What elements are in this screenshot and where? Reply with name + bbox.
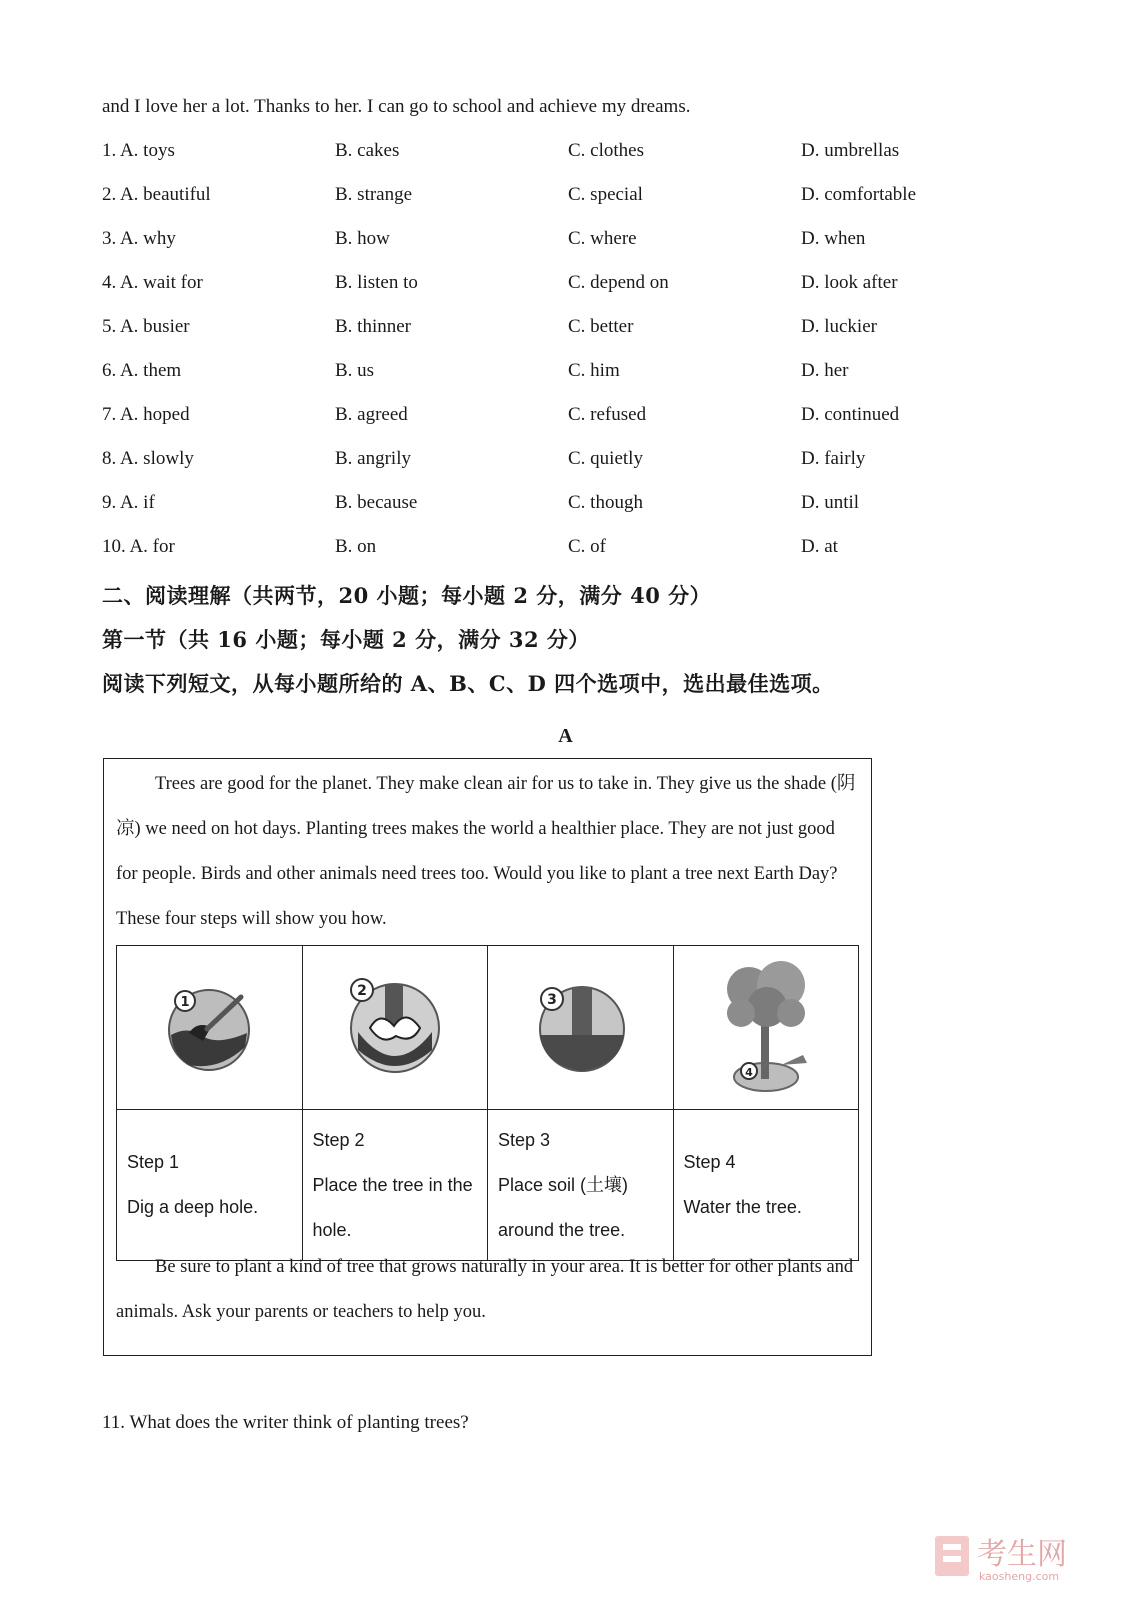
step-number: 4 [744, 1066, 753, 1079]
option-b: B. how [335, 228, 390, 249]
option-a: 2. A. beautiful [102, 184, 211, 205]
option-c: C. better [568, 316, 634, 337]
option-d: D. until [801, 492, 860, 513]
option-c: C. quietly [568, 448, 643, 469]
step-4-image [673, 946, 859, 1110]
option-a: 9. A. if [102, 492, 155, 513]
step-number: 2 [356, 983, 367, 999]
intro-line: and I love her a lot. Thanks to her. I can go to school and achieve my dreams. [102, 96, 691, 117]
step-1-cell [117, 1110, 303, 1261]
option-d: D. continued [801, 404, 900, 425]
soil-icon [530, 975, 630, 1075]
watermark-url: kaosheng.com [979, 1570, 1060, 1582]
instruction: 阅读下列短文，从每小题所给的 A、B、C、D 四个选项中，选出最佳选项。 [102, 671, 834, 696]
option-a: 4. A. wait for [102, 272, 203, 293]
option-c: C. refused [568, 404, 647, 425]
option-a: 5. A. busier [102, 316, 190, 337]
option-b: B. because [335, 492, 418, 513]
option-d: D. comfortable [801, 184, 917, 205]
options-row-9 [102, 492, 1002, 518]
option-c: C. though [568, 492, 643, 513]
option-c: C. where [568, 228, 637, 249]
option-b: B. listen to [335, 272, 418, 293]
step-title: Step 2 [312, 1129, 365, 1150]
options-row-4 [102, 272, 1002, 298]
options-row-5 [102, 316, 1002, 342]
passage-intro: Trees are good for the planet. They make clean air for us to take in. They give us the shade (阴凉) we need on hot days. Planting trees makes the world a healthier place. They are not just good for people. Birds and other animals need trees too. Would you like to plant a tree next Earth Day? These four steps will show you how. [116, 774, 856, 929]
dig-hole-icon [159, 975, 259, 1075]
step-1-image [117, 946, 303, 1110]
option-b: B. us [335, 360, 375, 381]
option-d: D. luckier [801, 316, 877, 337]
option-c: C. depend on [568, 272, 669, 293]
option-a: 7. A. hoped [102, 404, 190, 425]
option-b: B. angrily [335, 448, 411, 469]
step-text: Place soil (土壤) around the tree. [498, 1174, 629, 1240]
passage-label: A [558, 725, 573, 747]
place-tree-icon [340, 970, 450, 1080]
option-a: 6. A. them [102, 360, 182, 381]
option-d: D. umbrellas [801, 140, 900, 161]
option-b: B. agreed [335, 404, 408, 425]
option-d: D. look after [801, 272, 898, 293]
options-row-1 [102, 140, 1002, 166]
step-2-cell [302, 1110, 488, 1261]
option-b: B. cakes [335, 140, 400, 161]
step-text: Dig a deep hole. [127, 1197, 259, 1217]
option-a: 10. A. for [102, 536, 175, 557]
watermark-logo [933, 1530, 1103, 1582]
step-3-cell [488, 1110, 674, 1261]
option-a: 8. A. slowly [102, 448, 194, 469]
option-b: B. thinner [335, 316, 411, 337]
passage-box [103, 758, 872, 1356]
step-number: 3 [547, 992, 558, 1008]
options-row-7 [102, 404, 1002, 430]
option-c: C. special [568, 184, 643, 205]
option-d: D. when [801, 228, 866, 249]
subsection-heading: 第一节（共 16 小题；每小题 2 分，满分 32 分） [102, 627, 590, 652]
steps-table [116, 945, 859, 1261]
step-text: Water the tree. [683, 1197, 802, 1217]
option-c: C. of [568, 536, 606, 557]
options-row-10 [102, 536, 1002, 562]
watermark-brand: 考生网 [977, 1537, 1067, 1572]
options-row-6 [102, 360, 1002, 386]
section-heading: 二、阅读理解（共两节，20 小题；每小题 2 分，满分 40 分） [102, 583, 712, 608]
passage-outro: Be sure to plant a kind of tree that grows naturally in your area. It is better for other plants and animals. Ask your parents or teachers to help you. [116, 1257, 854, 1322]
step-3-image [488, 946, 674, 1110]
question-11: 11. What does the writer think of planting trees? [102, 1412, 469, 1433]
option-a: 3. A. why [102, 228, 176, 249]
option-b: B. on [335, 536, 377, 557]
options-row-8 [102, 448, 1002, 474]
option-c: C. clothes [568, 140, 644, 161]
option-c: C. him [568, 360, 620, 381]
option-a: 1. A. toys [102, 140, 175, 161]
step-4-cell [673, 1110, 859, 1261]
step-text: Place the tree in the hole. [312, 1174, 473, 1240]
step-title: Step 1 [127, 1152, 180, 1172]
option-b: B. strange [335, 184, 413, 205]
step-title: Step 3 [498, 1129, 551, 1150]
option-d: D. at [801, 536, 838, 557]
water-tree-icon [711, 955, 821, 1095]
option-d: D. fairly [801, 448, 866, 469]
step-number: 1 [180, 995, 190, 1010]
options-row-2 [102, 184, 1002, 210]
step-2-image [302, 946, 488, 1110]
step-title: Step 4 [683, 1152, 736, 1172]
options-row-3 [102, 228, 1002, 254]
option-d: D. her [801, 360, 849, 381]
